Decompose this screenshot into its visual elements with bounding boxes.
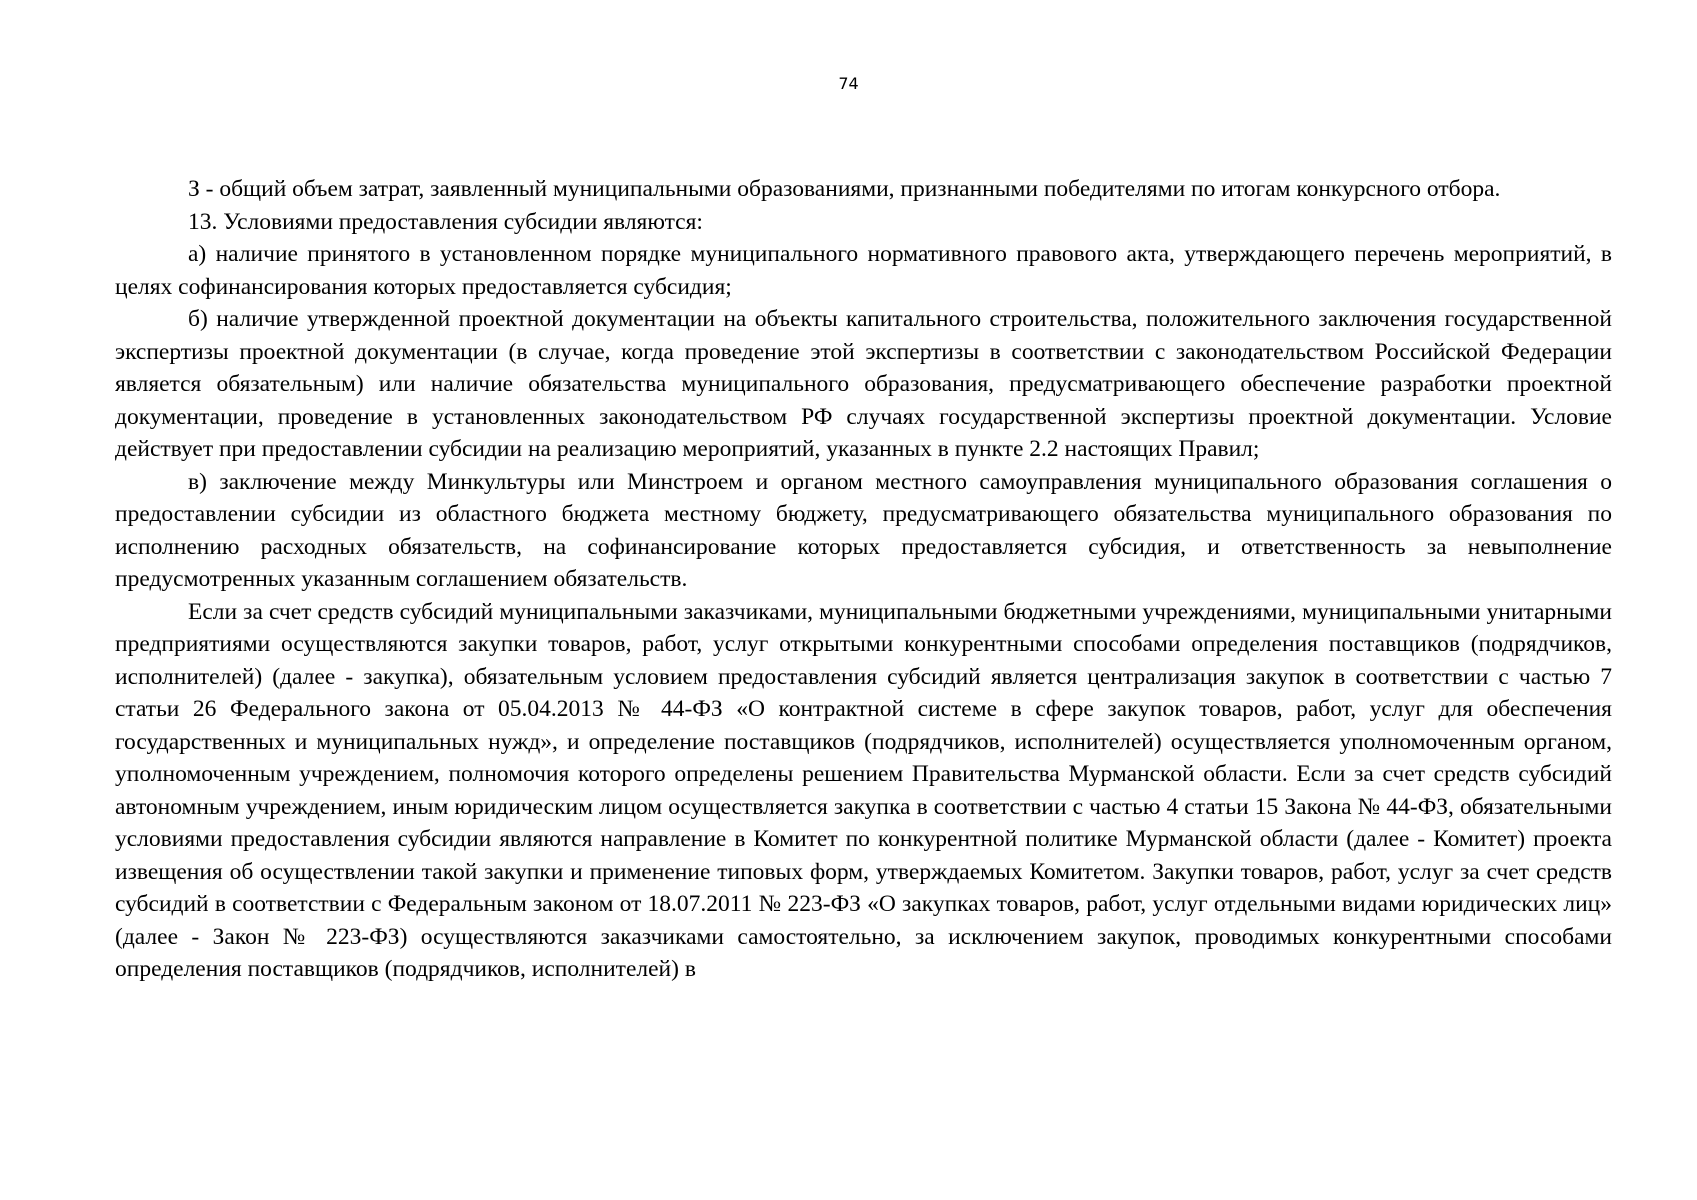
paragraph-condition-b: б) наличие утвержденной проектной документации на объекты капитального строительства, положительного заключения государственной экспертизы проектной документации (в случае, когда проведение этой экспертизы в соответствии с законодательством Российской Федерации является обязательным) или наличие обязательства муниципального образования, предусматривающего обеспечение разработки проектной документации, проведение в установленных законодательством РФ случаях государственной экспертизы проектной документации. Условие действует при предоставлении субсидии на реализацию мероприятий, указанных в пункте 2.2 настоящих Правил;: [115, 306, 1612, 462]
page-number: 74: [838, 74, 859, 93]
paragraph-13-conditions: 13. Условиями предоставления субсидии являются:: [188, 208, 703, 235]
paragraph-condition-a: а) наличие принятого в установленном порядке муниципального нормативного правового акта, утверждающего перечень мероприятий, в целях софинансирования которых предоставляется субсидия;: [115, 241, 1612, 300]
paragraph-procurement: Если за счет средств субсидий муниципальными заказчиками, муниципальными бюджетными учреждениями, муниципальными унитарными предприятиями осуществляются закупки товаров, работ, услуг открытыми конкурентными способами определения поставщиков (подрядчиков, исполнителей) (далее - закупка), обязательным условием предоставления субсидий является централизация закупок в соответствии с частью 7 статьи 26 Федерального закона от 05.04.2013 № 44-ФЗ «О контрактной системе в сфере закупок товаров, работ, услуг для обеспечения государственных и муниципальных нужд», и определение поставщиков (подрядчиков, исполнителей) осуществляется уполномоченным органом, уполномоченным учреждением, полномочия которого определены решением Правительства Мурманской области. Если за счет средств субсидий автономным учреждением, иным юридическим лицом осуществляется закупка в соответствии с частью 4 статьи 15 Закона № 44-ФЗ, обязательными условиями предоставления субсидии являются направление в Комитет по конкурентной политике Мурманской области (далее - Комитет) проекта извещения об осуществлении такой закупки и применение типовых форм, утверждаемых Комитетом. Закупки товаров, работ, услуг за счет средств субсидий в соответствии с Федеральным законом от 18.07.2011 № 223-ФЗ «О закупках товаров, работ, услуг отдельными видами юридических лиц» (далее - Закон № 223-ФЗ) осуществляются заказчиками самостоятельно, за исключением закупок, проводимых конкурентными способами определения поставщиков (подрядчиков, исполнителей) в: [115, 598, 1612, 982]
paragraph-condition-v: в) заключение между Минкультуры или Минстроем и органом местного самоуправления муниципального образования соглашения о предоставлении субсидии из областного бюджета местному бюджету, предусматривающего обязательства муниципального образования по исполнению расходных обязательств, на софинансирование которых предоставляется субсидия, и ответственность за невыполнение предусмотренных указанным соглашением обязательств.: [115, 468, 1612, 592]
document-body: [115, 173, 1612, 986]
paragraph-total-costs: З - общий объем затрат, заявленный муниципальными образованиями, признанными победителями по итогам конкурсного отбора.: [188, 176, 1501, 202]
